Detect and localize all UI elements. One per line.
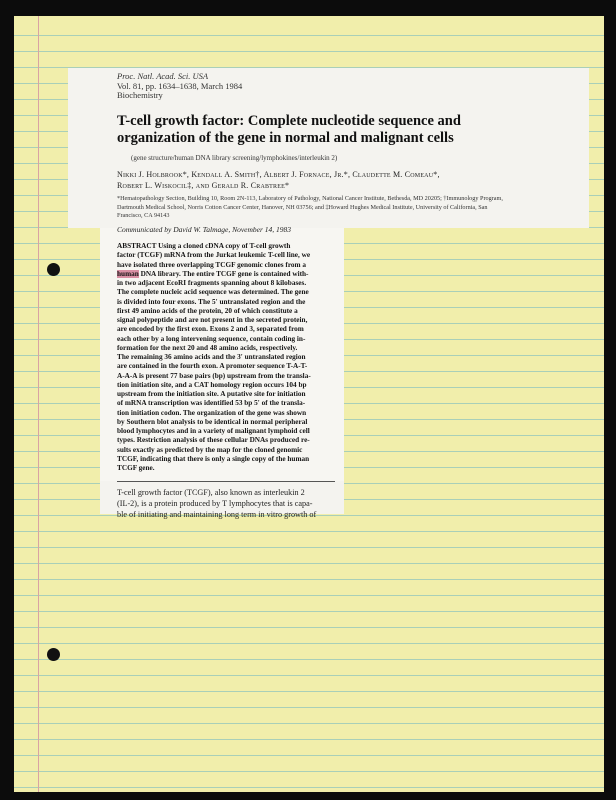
abstract-line: TCGF, indicating that there is only a single copy of the human [117, 454, 310, 463]
section-divider [117, 481, 335, 482]
abstract-line: blood lymphocytes and in a variety of malignant lymphoid cell [117, 427, 310, 435]
margin-line [38, 16, 39, 792]
author-line: Nikki J. Holbrook*, Kendall A. Smith†, Albert J. Fornace, Jr.*, Claudette M. Comeau*, [117, 170, 440, 179]
abstract-line: The complete nucleic acid sequence was determined. The gene [117, 288, 309, 297]
highlighted-word: human [117, 269, 139, 278]
abstract-line: human DNA library. The entire TCGF gene is contained with- [117, 269, 309, 278]
abstract-line: in two adjacent EcoRI fragments spanning about 8 kilobases. [117, 279, 307, 287]
abstract-line: signal polypeptide and are not present in the secreted protein, [117, 316, 308, 324]
abstract-line: tion initiation site, and a CAT homology region occurs 104 bp [117, 380, 307, 389]
affiliation-line: *Hematopathology Section, Building 10, Room 2N-113, Laboratory of Pathology, National Cancer Institute, Bethesda, MD 20205; †Immunology Program, [117, 195, 503, 202]
abstract-line: The remaining 36 amino acids and the 3′ untranslated region [117, 353, 306, 361]
abstract-line: are encoded by the first exon. Exons 2 and 3, separated from [117, 325, 304, 334]
journal-volume: Vol. 81, pp. 1634–1638, March 1984 [117, 80, 243, 91]
keywords: (gene structure/human DNA library screening/lymphokines/interleukin 2) [131, 154, 338, 162]
affiliation-line: Dartmouth Medical School, Norris Cotton Cancer Center, Hanover, NH 03756; and ‡Howard Hughes Medical Institute, University of California, San [117, 203, 488, 211]
body-line: ble of initiating and maintaining long term in vitro growth of [117, 510, 317, 519]
affiliations [117, 195, 503, 221]
body-text [117, 487, 316, 520]
punch-hole-bottom [47, 648, 60, 661]
communicated-by: Communicated by David W. Talmage, November 14, 1983 [117, 225, 292, 234]
author-list [117, 169, 440, 191]
abstract-line: by Southern blot analysis to be identical in normal peripheral [117, 417, 308, 426]
abstract-line: are contained in the fourth exon. A promoter sequence T-A-T- [117, 362, 308, 371]
author-line: Robert L. Wiskocil‡, and Gerald R. Crabtree* [117, 181, 290, 190]
abstract-line: first 49 amino acids of the protein, 20 of which constitute a [117, 306, 298, 315]
abstract-line: formation for the next 20 and 48 amino acids, respectively. [117, 343, 298, 352]
abstract [117, 242, 337, 473]
abstract-line: ABSTRACT Using a cloned cDNA copy of T-cell growth [117, 242, 291, 250]
abstract-line: factor (TCGF) mRNA from the Jurkat leukemic T-cell line, we [117, 251, 311, 260]
punch-hole-top [47, 263, 60, 276]
title-line: organization of the gene in normal and malignant cells [117, 129, 454, 146]
abstract-line: of mRNA transcription was identified 53 bp 5′ of the transla- [117, 399, 306, 408]
abstract-line: each other by a long intervening sequence, contain coding in- [117, 334, 306, 343]
abstract-line: sults exactly as predicted by the map for the cloned genomic [117, 445, 303, 454]
journal-name: Proc. Natl. Acad. Sci. USA [117, 71, 209, 81]
abstract-line: A-A-A is present 77 base pairs (bp) upstream from the transla- [117, 371, 311, 380]
abstract-line: types. Restriction analysis of these cellular DNAs produced re- [117, 436, 310, 445]
article-title [117, 113, 461, 146]
body-line: (IL-2), is a protein produced by T lymphocytes that is capa- [117, 499, 313, 508]
title-line: T-cell growth factor: Complete nucleotide sequence and [117, 113, 461, 129]
abstract-line: tion initiation codon. The organization of the gene was shown [117, 408, 307, 417]
abstract-line: is divided into four exons. The 5′ untranslated region and the [117, 297, 306, 306]
abstract-line: upstream from the initiation site. A putative site for initiation [117, 390, 306, 398]
journal-section: Biochemistry [117, 90, 163, 100]
affiliation-line: Francisco, CA 94143 [117, 212, 170, 220]
journal-citation [117, 72, 242, 101]
abstract-line: have isolated three overlapping TCGF genomic clones from a [117, 260, 307, 269]
abstract-line: TCGF gene. [117, 464, 155, 472]
body-line: T-cell growth factor (TCGF), also known as interleukin 2 [117, 488, 305, 497]
